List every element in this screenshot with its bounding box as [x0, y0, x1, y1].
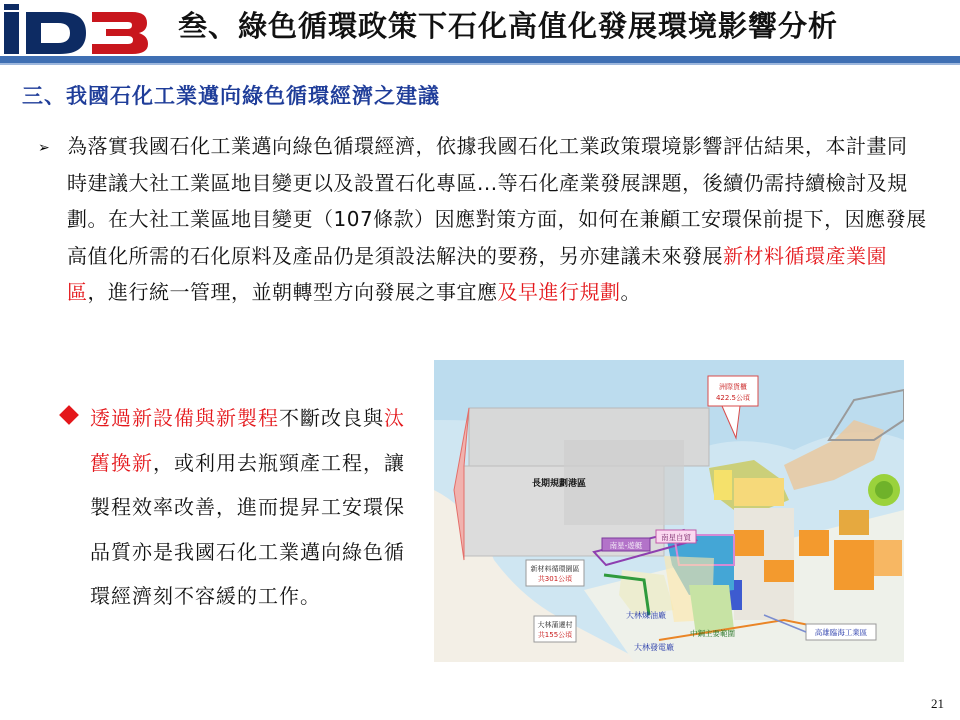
section-heading: 三、我國石化工業邁向綠色循環經濟之建議: [22, 84, 440, 108]
paragraph-text-1: 為落實我國石化工業邁向綠色循環經濟，依據我國石化工業政策環境影響評估結果，本計畫同時建議大社工業區地目變更以及設置石化專區...等石化產業發展課題，後續仍需持續檢討及規劃。在大社工業區地目變更（107條款）因應對策方面，如何在兼顧工安環保前提下，因應發展高值化所需的石化原料及產品仍是須設法解決的要務，另亦建議未來發展: [67, 134, 927, 268]
side-highlight-1: 透過新設備與新製程: [90, 406, 279, 430]
map-label-dalin-power: 大林發電廠: [634, 643, 674, 652]
title-divider: [0, 56, 960, 63]
map-label-new-material-area: 共301公頃: [537, 575, 573, 583]
paragraph-highlight-2: 及早進行規劃: [497, 280, 621, 304]
map-label-long-term-port: 長期規劃港區: [532, 479, 587, 489]
side-highlight-2: 汰舊換新: [90, 406, 405, 475]
map-label-linhai-industrial: 高雄臨海工業區: [814, 628, 868, 637]
side-text-2: ，或利用去瓶頸產工程，讓製程效率改善，進而提昇工安環保品質亦是我國石化工業邁向綠色循環經濟刻不容緩的工作。: [90, 450, 405, 608]
map-label-nanxing-yacht: 南星-遊艇: [609, 541, 643, 550]
map-callout-container-area: 422.5公頃: [715, 394, 751, 402]
side-paragraph: [90, 396, 408, 619]
side-text-1: 不斷改良與: [279, 406, 384, 430]
harbor-planning-map: [434, 360, 904, 662]
slide-title: 叁、綠色循環政策下石化高值化發展環境影響分析: [178, 9, 839, 43]
id3-logo: [2, 4, 150, 56]
paragraph-text-2: ，進行統一管理，並朝轉型方向發展之事宜應: [87, 280, 498, 304]
diamond-bullet-icon: [59, 405, 79, 425]
map-label-nanxing-free-trade: 南星自貿: [661, 533, 691, 542]
map-callout-container-terminal: 洲際貨櫃: [719, 383, 747, 391]
page-number: 21: [931, 696, 944, 711]
main-paragraph: [67, 128, 927, 311]
arrow-bullet-icon: ➢: [38, 140, 50, 156]
map-label-dalin-refinery: 大林煉油廠: [626, 611, 666, 620]
paragraph-text-3: 。: [620, 280, 641, 304]
map-label-dalin-village-area: 共155公頃: [537, 631, 573, 639]
map-label-dalin-village: 大林蒲遷村: [537, 621, 573, 629]
title-divider-light: [0, 63, 960, 65]
map-label-new-material-park: 新材料循環園區: [530, 565, 580, 573]
paragraph-highlight-1: 新材料循環產業園區: [67, 243, 887, 304]
map-label-csc-area: 中鋼主要範圍: [690, 629, 735, 638]
